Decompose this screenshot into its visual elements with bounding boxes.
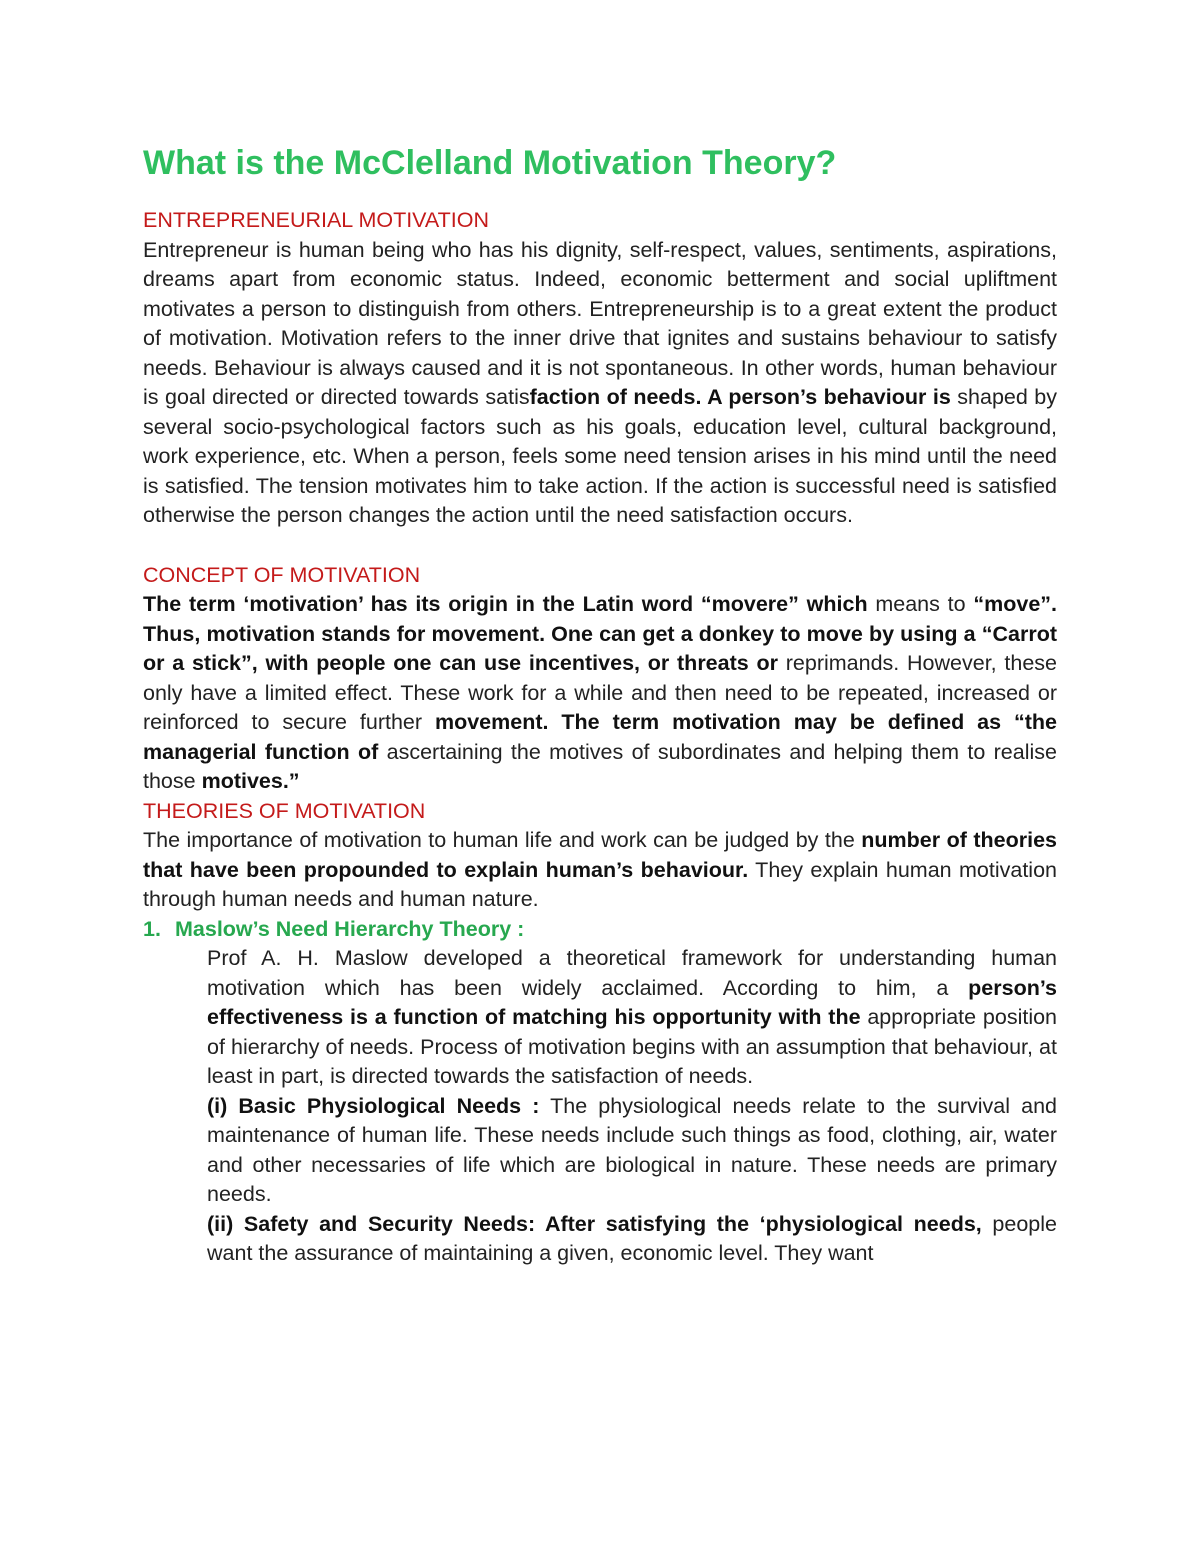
bold-text-run: “move”. Thus, motivation stands for movement. One can get a donkey to move by using a “Carrot or a stick”, with people one can use incentives, or threats or — [143, 592, 1057, 675]
bold-text-run: (ii) Safety and Security Needs: After satisfying the ‘physiological needs, — [207, 1211, 982, 1236]
text-run: means to — [867, 592, 974, 616]
safety-needs-paragraph — [207, 1210, 1057, 1269]
section-heading: CONCEPT OF MOTIVATION — [143, 562, 421, 587]
text-run: The importance of motivation to human life and work can be judged by the — [143, 828, 862, 852]
list-item-content — [175, 944, 1057, 1269]
section-entrepreneurial-motivation — [143, 206, 1057, 531]
section-concept-of-motivation — [143, 561, 1057, 797]
text-run: appropriate position of hierarchy of needs. Process of motivation begins with an assumption that behaviour, at least in part, is directed towards the satisfaction of needs. — [207, 1005, 1058, 1088]
bold-text-run: movement. The term motivation may be defined as “the managerial function of — [143, 710, 1057, 764]
bold-text-run: motives.” — [201, 769, 300, 793]
text-run: The physiological needs relate to the survival and maintenance of human life. These needs include such things as food, clothing, air, water and other necessaries of life which are biological in nature. These needs are primary needs. — [207, 1093, 1057, 1206]
list-number: 1. — [143, 916, 161, 941]
list-item-title: Maslow’s Need Hierarchy Theory : — [175, 916, 525, 941]
text-run: Prof A. H. Maslow developed a theoretical framework for understanding human motivation which has been widely acclaimed. According to him, a — [207, 946, 1057, 1000]
text-run: reprimands. However, these only have a limited effect. These work for a while and then need to be repeated, increased or reinforced to secure further — [143, 651, 1058, 734]
paragraph-gap — [143, 531, 1057, 561]
bold-text-run: The term ‘motivation’ has its origin in the Latin word “movere” which — [143, 592, 868, 616]
physiological-needs-paragraph — [207, 1092, 1057, 1210]
section-paragraph — [143, 590, 1057, 797]
section-theories-of-motivation — [143, 797, 1057, 915]
document-title: What is the McClelland Motivation Theory? — [143, 144, 837, 182]
text-run: Entrepreneur is human being who has his dignity, self-respect, values, sentiments, aspirations, dreams apart from economic status. Indeed, economic betterment and social upliftment motivates a person to distinguish from others. Entrepreneurship is to a great extent the product of motivation. Motivation refers to the inner drive that ignites and sustains behaviour to satisfy needs. Behaviour is always caused and it is not spontaneous. In other words, human behaviour is goal directed or directed towards satis — [143, 237, 1057, 409]
text-run: They explain human motivation through human needs and human nature. — [143, 857, 1057, 911]
section-heading: ENTREPRENEURIAL MOTIVATION — [143, 208, 490, 232]
text-run: shaped by several socio-psychological factors such as his goals, education level, cultural background, work experience, etc. When a person, feels some need tension arises in his mind until the need is satisfied. The tension motivates him to take action. If the action is successful need is satisfied otherwise the person changes the action until the need satisfaction occurs. — [143, 385, 1057, 527]
bold-text-run: faction of needs. A person’s behaviour is — [529, 385, 951, 409]
list-item-body — [175, 915, 1057, 1269]
maslow-intro-paragraph — [207, 944, 1057, 1092]
section-paragraph — [143, 826, 1057, 915]
bold-text-run: number of theories that have been propounded to explain human’s behaviour. — [143, 828, 1058, 882]
section-paragraph — [143, 236, 1057, 531]
bold-text-run: (i) Basic Physiological Needs : — [207, 1093, 540, 1118]
text-run: people want the assurance of maintaining a given, economic level. They want — [207, 1211, 1057, 1265]
document-content — [143, 138, 1057, 1269]
section-heading: THEORIES OF MOTIVATION — [143, 798, 426, 823]
text-run: ascertaining the motives of subordinates and helping them to realise those — [143, 739, 1057, 793]
bold-text-run: person’s effectiveness is a function of matching his opportunity with the — [207, 975, 1057, 1029]
list-item-maslow — [143, 915, 1057, 1269]
